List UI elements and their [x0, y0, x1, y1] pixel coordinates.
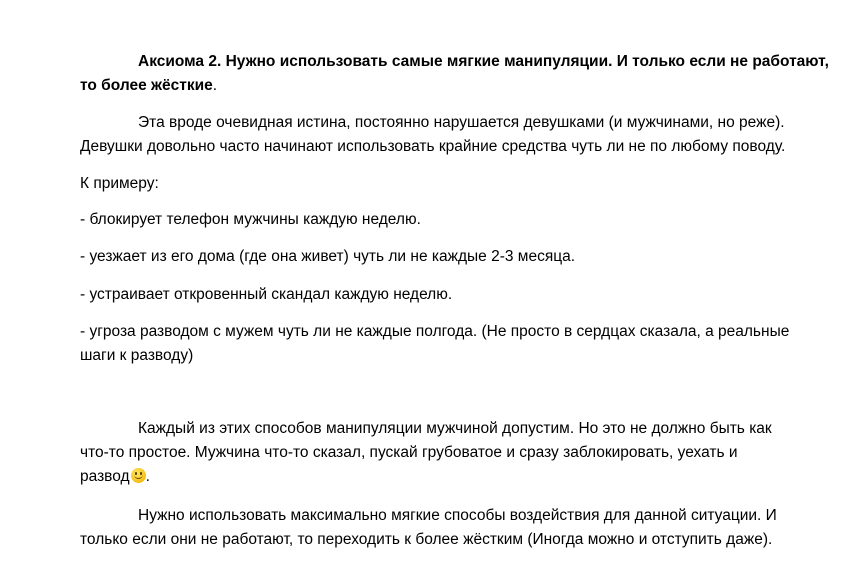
paragraph-soft	[80, 504, 850, 552]
paragraph-soft-line-1: Нужно использовать максимально мягкие способы воздействия для данной ситуации. И	[138, 507, 777, 524]
example-item-1: - блокирует телефон мужчины каждую неделю.	[80, 211, 421, 228]
example-intro: К примеру:	[80, 175, 159, 192]
axiom-heading-line-2	[80, 74, 850, 98]
paragraph-methods-period: .	[145, 468, 150, 485]
example-item-4-line-1: - угроза разводом с мужем чуть ли не каждые полгода. (Не просто в сердцах сказала, а реальные	[80, 323, 790, 340]
example-item-3: - устраивает откровенный скандал каждую неделю.	[80, 286, 453, 303]
paragraph-methods-line-1: Каждый из этих способов манипуляции мужчиной допустим. Но это не должно быть как	[138, 420, 772, 437]
axiom-heading-line-1: Аксиома 2. Нужно использовать самые мягкие манипуляции. И только если не работают,	[138, 53, 829, 70]
axiom-heading-bold-tail: то более жёсткие	[80, 77, 213, 94]
paragraph-truth-line-1: Эта вроде очевидная истина, постоянно нарушается девушками (и мужчинами, но реже).	[138, 114, 785, 131]
paragraph-methods	[80, 417, 850, 489]
paragraph-methods-line-2: что-то простое. Мужчина что-то сказал, пускай грубоватое и сразу заблокировать, уехать и	[80, 444, 738, 461]
paragraph-truth-line-2: Девушки довольно часто начинают использовать крайние средства чуть ли не по любому поводу.	[80, 138, 786, 155]
paragraph-methods-line-3-text: развод	[80, 468, 130, 485]
paragraph-truth	[80, 111, 850, 159]
example-item-4	[80, 320, 850, 368]
example-item-4-line-2: шаги к разводу)	[80, 347, 194, 364]
paragraph-soft-line-2: только если они не работают, то переходить к более жёстким (Иногда можно и отступить даже).	[80, 531, 773, 548]
smiley-face-icon	[131, 468, 146, 483]
axiom-heading-period: .	[212, 77, 218, 94]
paragraph-methods-line-3	[80, 465, 850, 489]
axiom-heading	[80, 50, 850, 98]
example-item-2: - уезжает из его дома (где она живет) чуть ли не каждые 2-3 месяца.	[80, 248, 576, 265]
